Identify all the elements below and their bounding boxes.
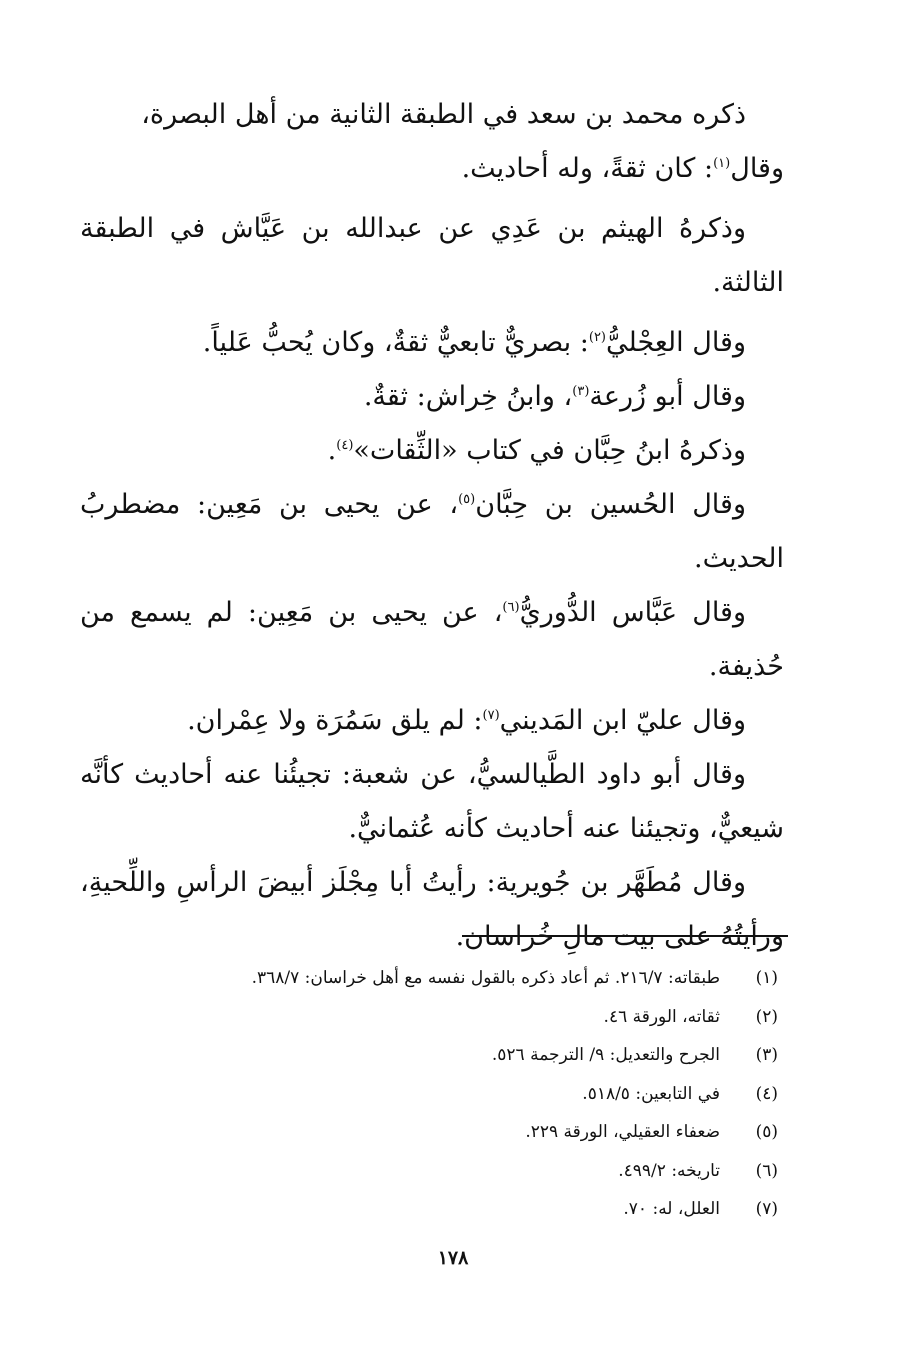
paragraph-text-cont: . xyxy=(327,435,337,466)
footnote-ref-4[interactable]: (٤) xyxy=(336,438,354,453)
paragraph-2 xyxy=(80,142,784,196)
paragraph-text: وقال عليّ ابن المَديني xyxy=(499,705,746,736)
paragraph-text: ذكره محمد بن سعد في الطبقة الثانية من أهل البصرة، xyxy=(141,99,746,130)
paragraph-8 xyxy=(80,586,784,694)
footnote-ref-7[interactable]: (٧) xyxy=(482,708,500,723)
footnote-ref-1[interactable]: (١) xyxy=(713,156,731,171)
footnote-number: (٧) xyxy=(755,1199,778,1219)
paragraph-text: وقال عَبَّاس الدُّوريُّ xyxy=(519,597,746,628)
footnote-ref-3[interactable]: (٣) xyxy=(572,384,590,399)
paragraph-6 xyxy=(80,424,784,478)
paragraph-11 xyxy=(80,856,784,964)
footnote-item xyxy=(118,1199,778,1238)
footnote-text: الجرح والتعديل: ٩/ الترجمة ٥٢٦. xyxy=(491,1045,720,1065)
footnote-separator xyxy=(462,935,788,937)
paragraph-text: وقال xyxy=(730,153,784,184)
paragraph-text-cont: ، عن يحيى بن مَعِين: مضطربُ الحديث. xyxy=(80,489,784,574)
footnote-text: ضعفاء العقيلي، الورقة ٢٢٩. xyxy=(525,1122,720,1142)
paragraph-text: وقال العِجْليُّ xyxy=(606,327,746,358)
main-text xyxy=(80,88,784,964)
footnote-number: (٣) xyxy=(755,1045,778,1065)
paragraph-3 xyxy=(80,202,784,310)
footnote-text: تاريخه: ٤٩٩/٢. xyxy=(618,1160,720,1181)
footnote-number: (٢) xyxy=(755,1006,778,1027)
paragraph-text: وقال مُطَهَّر بن جُويرية: رأيتُ أبا مِجْلَز أبيضَ الرأسِ واللِّحيةِ، ورأيتُهُ على بيت مالِ خُراسان. xyxy=(80,867,784,952)
footnote-text: في التابعين: ٥١٨/٥. xyxy=(582,1083,720,1104)
paragraph-text-cont: ، وابنُ خِراش: ثقةٌ. xyxy=(363,381,573,412)
paragraph-text-cont: : بصريٌّ تابعيٌّ ثقةٌ، وكان يُحبُّ عَلياً. xyxy=(202,327,589,358)
paragraph-text-cont: : لم يلق سَمُرَة ولا عِمْران. xyxy=(187,705,483,736)
paragraph-10 xyxy=(80,748,784,856)
footnote-item xyxy=(118,1045,778,1084)
footnotes xyxy=(118,968,778,1238)
footnote-number: (٤) xyxy=(755,1083,778,1104)
paragraph-text-cont: ، عن يحيى بن مَعِين: لم يسمع من حُذيفة. xyxy=(80,597,784,682)
footnote-number: (١) xyxy=(755,968,778,988)
paragraph-text: وقال الحُسين بن حِبَّان xyxy=(475,489,746,520)
footnote-item xyxy=(118,1007,778,1046)
footnote-item xyxy=(118,1122,778,1161)
footnote-item xyxy=(118,1084,778,1123)
paragraph-9 xyxy=(80,694,784,748)
paragraph-text: وقال أبو داود الطَّيالسيُّ، عن شعبة: تجيئُنا عنه أحاديث كأنَّه شيعيٌّ، وتجيئنا عنه أحاديث كأنه عُثمانيٌّ. xyxy=(80,759,784,844)
footnote-ref-2[interactable]: (٢) xyxy=(588,330,606,345)
paragraph-4 xyxy=(80,316,784,370)
paragraph-1 xyxy=(80,88,784,142)
paragraph-5 xyxy=(80,370,784,424)
footnote-item xyxy=(118,1161,778,1200)
footnote-text: طبقاته: ٢١٦/٧. ثم أعاد ذكره بالقول نفسه مع أهل خراسان: ٣٦٨/٧. xyxy=(251,968,720,988)
footnote-number: (٥) xyxy=(755,1122,778,1142)
footnote-ref-5[interactable]: (٥) xyxy=(458,492,476,507)
footnote-ref-6[interactable]: (٦) xyxy=(502,600,520,615)
footnote-number: (٦) xyxy=(755,1160,778,1181)
footnote-text: ثقاته، الورقة ٤٦. xyxy=(603,1006,720,1027)
page-number: ١٧٨ xyxy=(437,1247,469,1269)
paragraph-text: وقال أبو زُرعة xyxy=(589,381,746,412)
paragraph-text: وذكرهُ الهيثم بن عَدِي عن عبدالله بن عَيَّاش في الطبقة الثالثة. xyxy=(80,213,784,298)
paragraph-text-cont: : كان ثقةً، وله أحاديث. xyxy=(461,153,714,184)
paragraph-text: وذكرهُ ابنُ حِبَّان في كتاب «الثِّقات» xyxy=(353,435,746,466)
paragraph-7 xyxy=(80,478,784,586)
footnote-item xyxy=(118,968,778,1007)
footnote-text: العلل، له: ٧٠. xyxy=(623,1199,720,1219)
